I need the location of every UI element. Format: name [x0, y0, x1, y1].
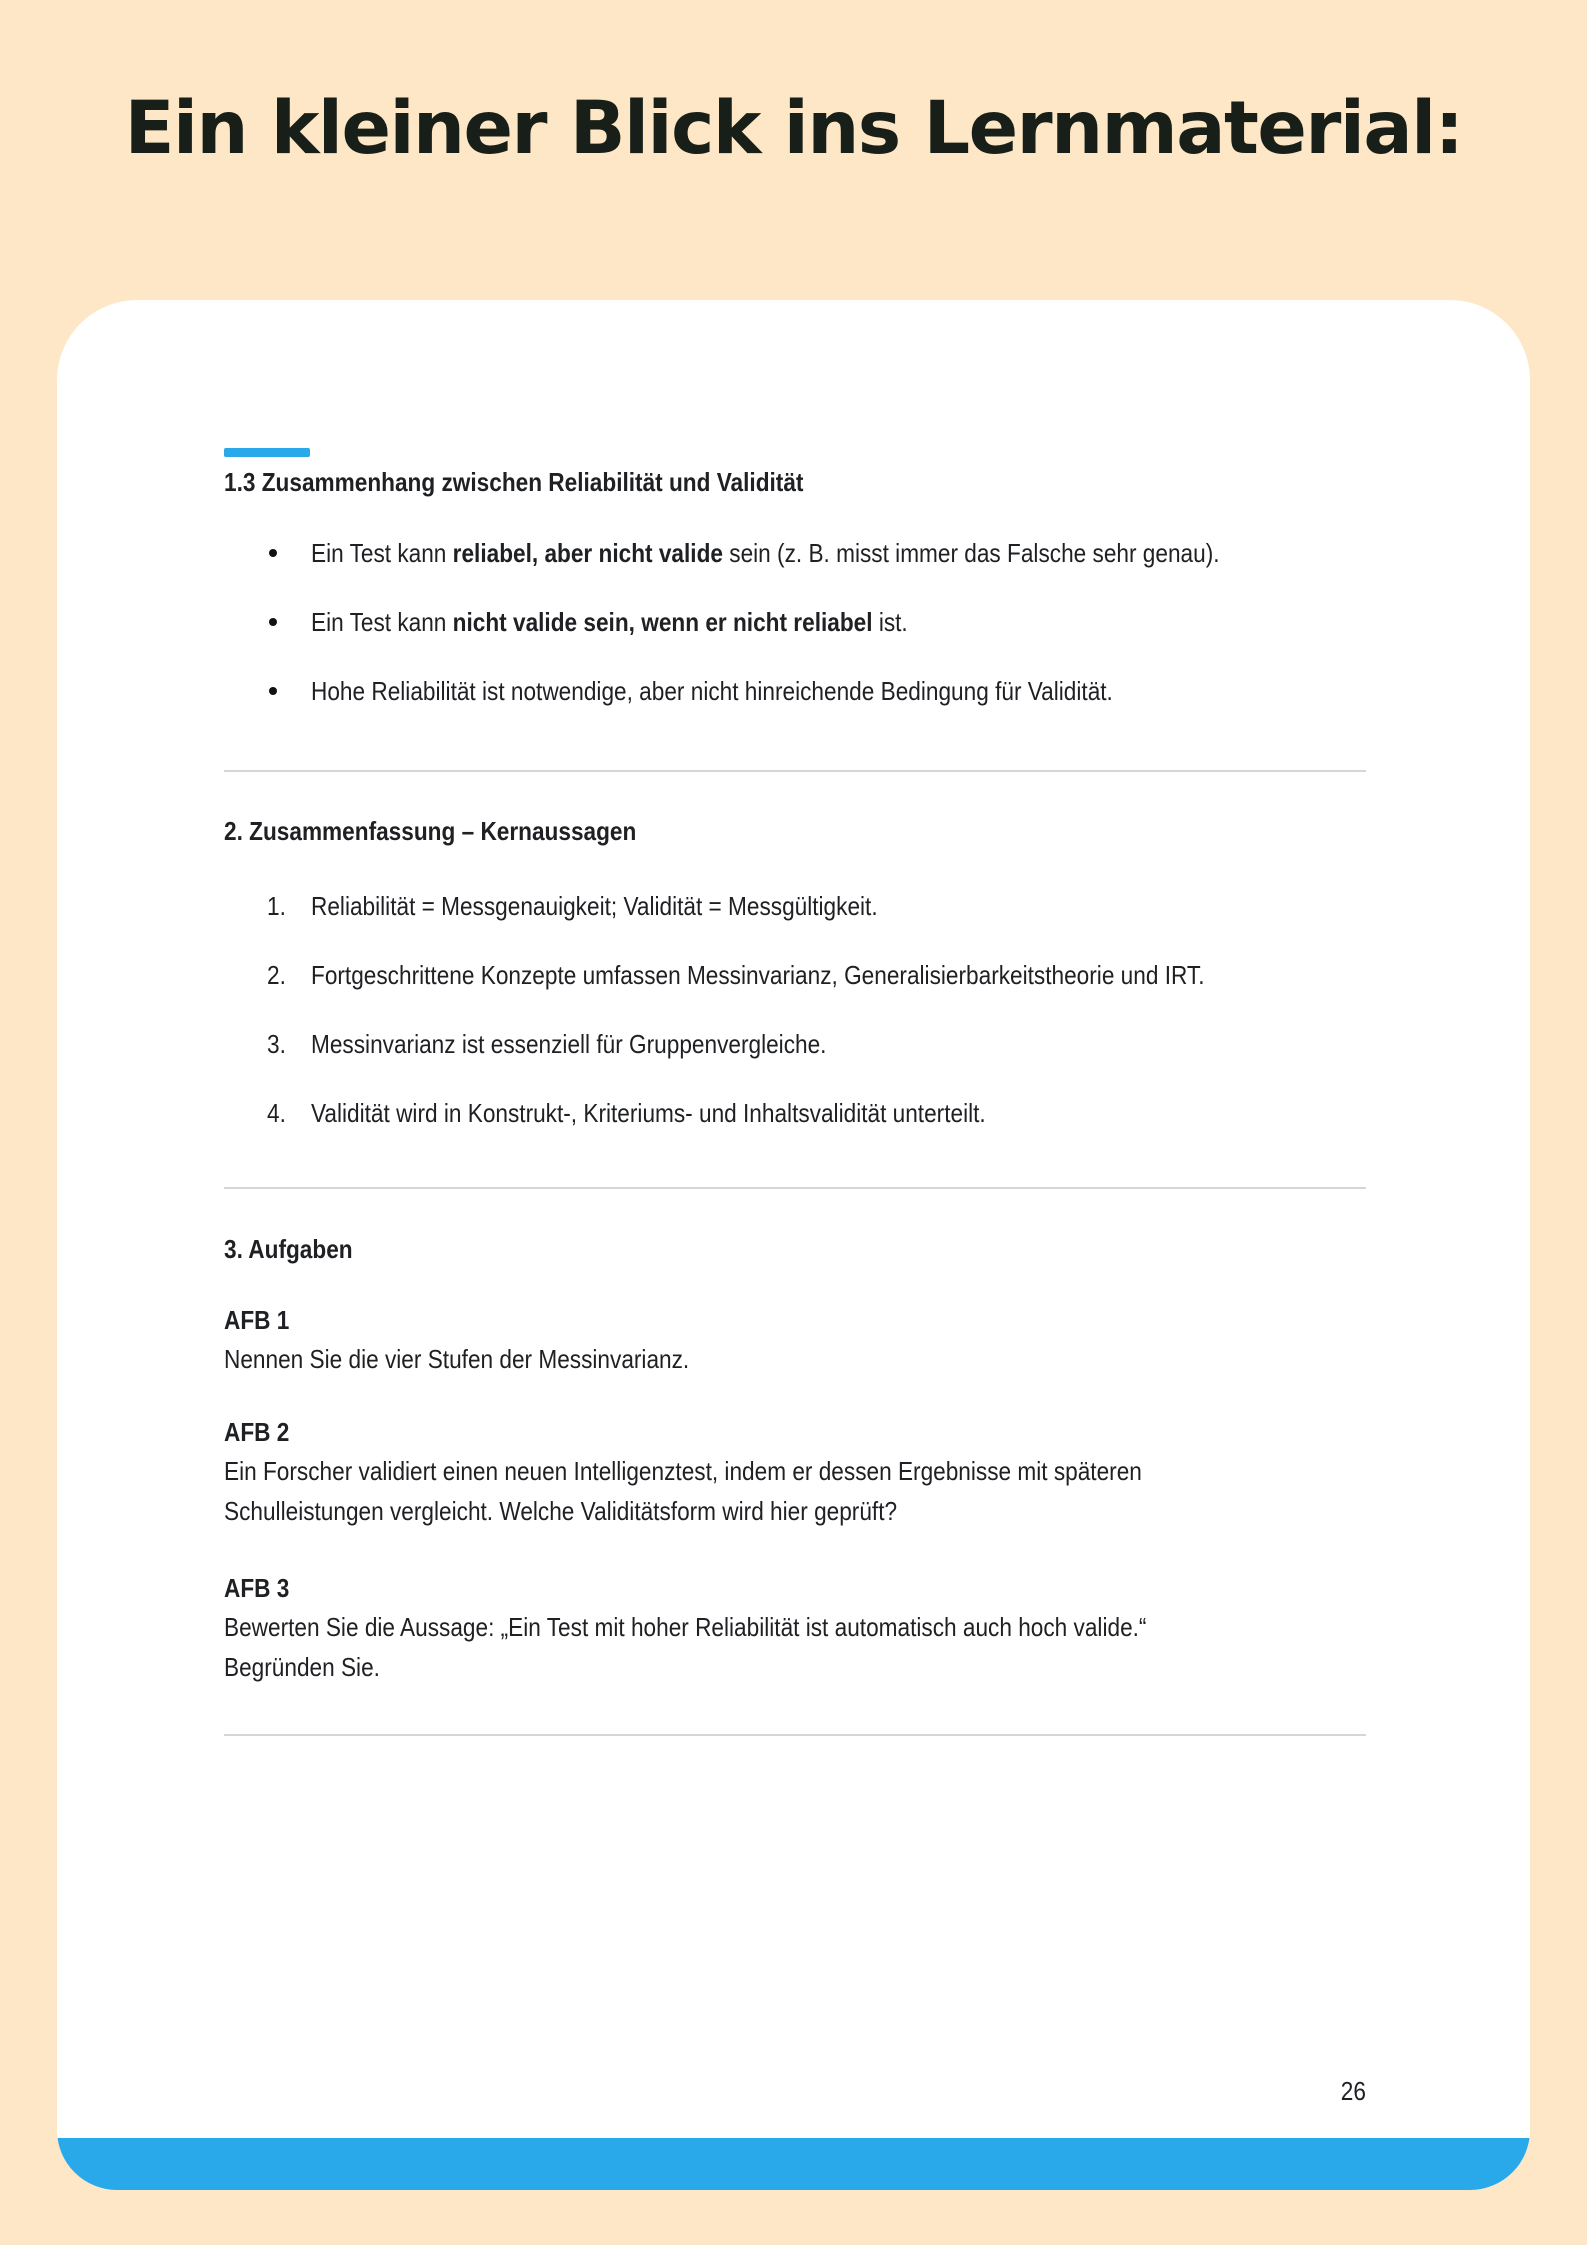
numbered-item [224, 962, 1366, 988]
section2-heading-text: 2. Zusammenfassung – Kernaussagen [224, 816, 637, 846]
item-number: 4. [267, 1098, 286, 1128]
task-afb1 [224, 1307, 1366, 1372]
numbered-list [224, 893, 1366, 1126]
numbered-item [224, 1100, 1366, 1126]
item-number: 2. [267, 960, 286, 990]
bullet-text: Ein Test kann nicht valide sein, wenn er nicht reliabel ist. [311, 607, 908, 637]
numbered-item [224, 893, 1366, 919]
bullet-item [224, 609, 1366, 635]
section-divider [224, 1734, 1366, 1736]
card-content [57, 300, 1530, 2104]
content-card [57, 300, 1530, 2190]
section1-heading-text: 1.3 Zusammenhang zwischen Reliabilität und Validität [224, 467, 804, 497]
section2-heading [224, 818, 1366, 844]
task-text-line: Bewerten Sie die Aussage: „Ein Test mit hoher Reliabilität ist automatisch auch hoch valide.“ [224, 1612, 1147, 1642]
item-number: 3. [267, 1029, 286, 1059]
item-text: Fortgeschrittene Konzepte umfassen Messinvarianz, Generalisierbarkeitstheorie und IRT. [311, 960, 1205, 990]
accent-bar [224, 448, 310, 457]
page-number: 26 [1340, 2076, 1366, 2106]
section-divider [224, 770, 1366, 772]
bullet-text: Hohe Reliabilität ist notwendige, aber nicht hinreichende Bedingung für Validität. [311, 676, 1113, 706]
section-divider [224, 1187, 1366, 1189]
item-number: 1. [267, 891, 286, 921]
task-label: AFB 1 [224, 1305, 290, 1335]
task-text-line: Begründen Sie. [224, 1652, 380, 1682]
bullet-text: Ein Test kann reliabel, aber nicht valide sein (z. B. misst immer das Falsche sehr genau). [311, 538, 1220, 568]
item-text: Messinvarianz ist essenziell für Gruppenvergleiche. [311, 1029, 827, 1059]
page-title: Ein kleiner Blick ins Lernmaterial: [124, 86, 1463, 171]
section3-heading [224, 1236, 1366, 1262]
bullet-item [224, 678, 1366, 704]
bullet-icon [269, 549, 277, 557]
section3-heading-text: 3. Aufgaben [224, 1234, 353, 1264]
task-afb3 [224, 1575, 1366, 1680]
task-afb2 [224, 1419, 1366, 1524]
numbered-item [224, 1031, 1366, 1057]
bullet-list [224, 540, 1366, 704]
bullet-item [224, 540, 1366, 566]
section1-heading [224, 469, 1366, 495]
bullet-icon [269, 618, 277, 626]
task-label: AFB 3 [224, 1573, 290, 1603]
item-text: Validität wird in Konstrukt-, Kriteriums- und Inhaltsvalidität unterteilt. [311, 1098, 986, 1128]
task-text-line: Schulleistungen vergleicht. Welche Validitätsform wird hier geprüft? [224, 1496, 898, 1526]
bullet-icon [269, 687, 277, 695]
task-text-line: Nennen Sie die vier Stufen der Messinvarianz. [224, 1344, 690, 1374]
bottom-bar [57, 2138, 1530, 2190]
task-label: AFB 2 [224, 1417, 290, 1447]
task-text-line: Ein Forscher validiert einen neuen Intelligenztest, indem er dessen Ergebnisse mit späteren [224, 1456, 1142, 1486]
item-text: Reliabilität = Messgenauigkeit; Validität = Messgültigkeit. [311, 891, 878, 921]
